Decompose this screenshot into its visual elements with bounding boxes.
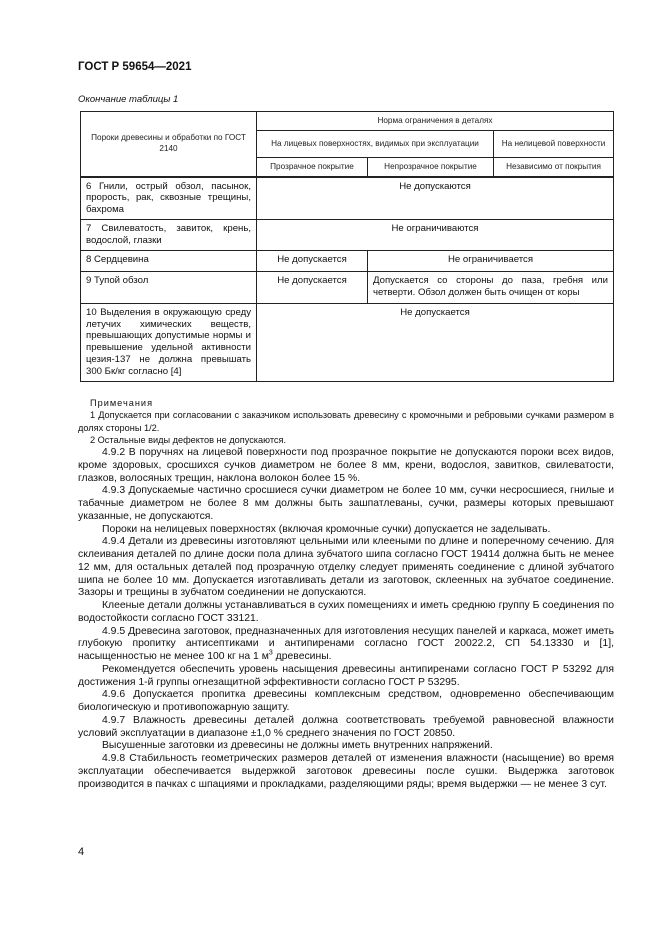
defect-name: 6 Гнили, острый обзол, пасынок, прорость, рак, сквозные трещины, бахрома [81,177,257,220]
table-header-row-1 [81,112,614,131]
header-nonface: На нелицевой поверхности [494,131,614,158]
norm-value: Не допускаются [257,177,614,220]
norm-value-rest: Не ограничивается [368,250,614,271]
header-opaque: Непрозрачное покрытие [368,158,494,177]
header-face: На лицевых поверхностях, видимых при эксплуатации [257,131,494,158]
paragraph-4-9-7: 4.9.7 Влажность древесины деталей должна соответствовать требуемой равновесной влажности условий эксплуатации в диапазоне ±1,0 % среднего значения по ГОСТ 20850. [78,714,614,739]
header-norm: Норма ограничения в деталях [257,112,614,131]
norm-value-transparent: Не допускается [257,250,368,271]
norm-value: Не допускается [257,303,614,381]
table-row [81,250,614,271]
defect-name: 10 Выделения в окружающую среду летучих химических веществ, превышающих допустимые нормы и превышение удельной активности цезия-137 не должна превышать 300 Бк/кг согласно [4] [81,303,257,381]
table-row [81,219,614,250]
defect-name: 7 Свилеватость, завиток, крень, водослой, глазки [81,219,257,250]
body-text [78,447,614,791]
paragraph-4-9-4-cont: Клееные детали должны устанавливаться в сухих помещениях и иметь среднюю группу Б соединения по водостойкости согласно ГОСТ 33121. [78,600,614,624]
norm-value-transparent: Не допускается [257,271,368,303]
table-row [81,271,614,303]
table-notes [78,397,614,447]
table-caption: Окончание таблицы 1 [78,94,179,105]
defect-name: 8 Сердцевина [81,250,257,271]
table-row [81,177,614,220]
paragraph-4-9-4: 4.9.4 Детали из древесины изготовляют цельными или клееными по длине и поперечному сечению. Для склеивания деталей по длине доски пола длина зубчатого шипа согласно ГОСТ 19414 должна быть не менее 12 мм, для остальных деталей под прозрачную отделку следует применять соединение с длиной зубчатого шипа не более 10 мм. Допускается изготавливать детали из заготовок, склеенных на зубчатое соединение. Зазоры и трещины в зубчатом соединении не допускаются. [78,536,614,599]
notes-title: Примечания [90,398,154,408]
header-any: Независимо от покрытия [494,158,614,177]
norm-value: Не ограничиваются [257,219,614,250]
note-2: 2 Остальные виды дефектов не допускаются. [90,435,287,446]
paragraph-4-9-2: 4.9.2 В поручнях на лицевой поверхности под прозрачное покрытие не допускаются пороки всех видов, кроме здоровых, сросшихся сучков диаметром не более 8 мм, крени, водослоя, завитков, свилеватости, глазков, волосяных трещин, наклона волокон более 15 %. [78,447,614,484]
note-1: 1 Допускается при согласовании с заказчиком использовать древесину с кромочными и ребровыми сучками размером в долях стороны 1/2. [78,410,614,433]
paragraph-4-9-8: 4.9.8 Стабильность геометрических размеров деталей от изменения влажности (насыщение) во время эксплуатации обеспечивается выдержкой заготовок древесины после сушки. Выдержка заготовок производится в пачках с шпациями и прокладками, разделяющими ряды; время выдержки — не менее 3 сут. [78,753,614,790]
page-number: 4 [78,846,85,858]
header-transparent: Прозрачное покрытие [257,158,368,177]
header-defects: Пороки древесины и обработки по ГОСТ 2140 [81,112,257,177]
defects-table [80,111,614,382]
defect-name: 9 Тупой обзол [81,271,257,303]
paragraph-4-9-5 [78,626,614,664]
paragraph-4-9-6: 4.9.6 Допускается пропитка древесины комплексным средством, одновременно обеспечивающим биологическую и противопожарную защиту. [78,689,614,713]
paragraph-4-9-3-cont: Пороки на нелицевых поверхностях (включая кромочные сучки) допускается не заделывать. [102,523,551,535]
paragraph-4-9-5-cont: Рекомендуется обеспечить уровень насыщения древесины антипиренами согласно ГОСТ Р 53292 для достижения 1-й группы огнезащитной эффективности согласно ГОСТ Р 53295. [78,663,614,688]
paragraph-4-9-3: 4.9.3 Допускаемые частично сросшиеся сучки диаметром не более 10 мм, сучки несросшиеся, гнилые и табачные диаметром не более 8 мм должны быть зашпатлеваны, сучки, размеры которых превышают указанные, не допускаются. [78,485,614,522]
cubic-superscript: 3 [268,649,273,657]
paragraph-4-9-5-end: древесины. [272,651,332,662]
paragraph-4-9-7-cont: Высушенные заготовки из древесины не должны иметь внутренних напряжений. [102,740,493,752]
norm-value-rest: Допускается со стороны до паза, гребня или четверти. Обзол должен быть очищен от коры [368,271,614,303]
paragraph-4-9-5-text: 4.9.5 Древесина заготовок, предназначенных для изготовления несущих панелей и каркаса, может иметь глубокую пропитку антисептиками и антипиренами согласно ГОСТ 20022.2, СП 54.13330 и [1], насыщенностью не менее 100 кг на 1 м [78,625,614,662]
standard-code: ГОСТ Р 59654—2021 [78,61,192,73]
table-row [81,303,614,381]
